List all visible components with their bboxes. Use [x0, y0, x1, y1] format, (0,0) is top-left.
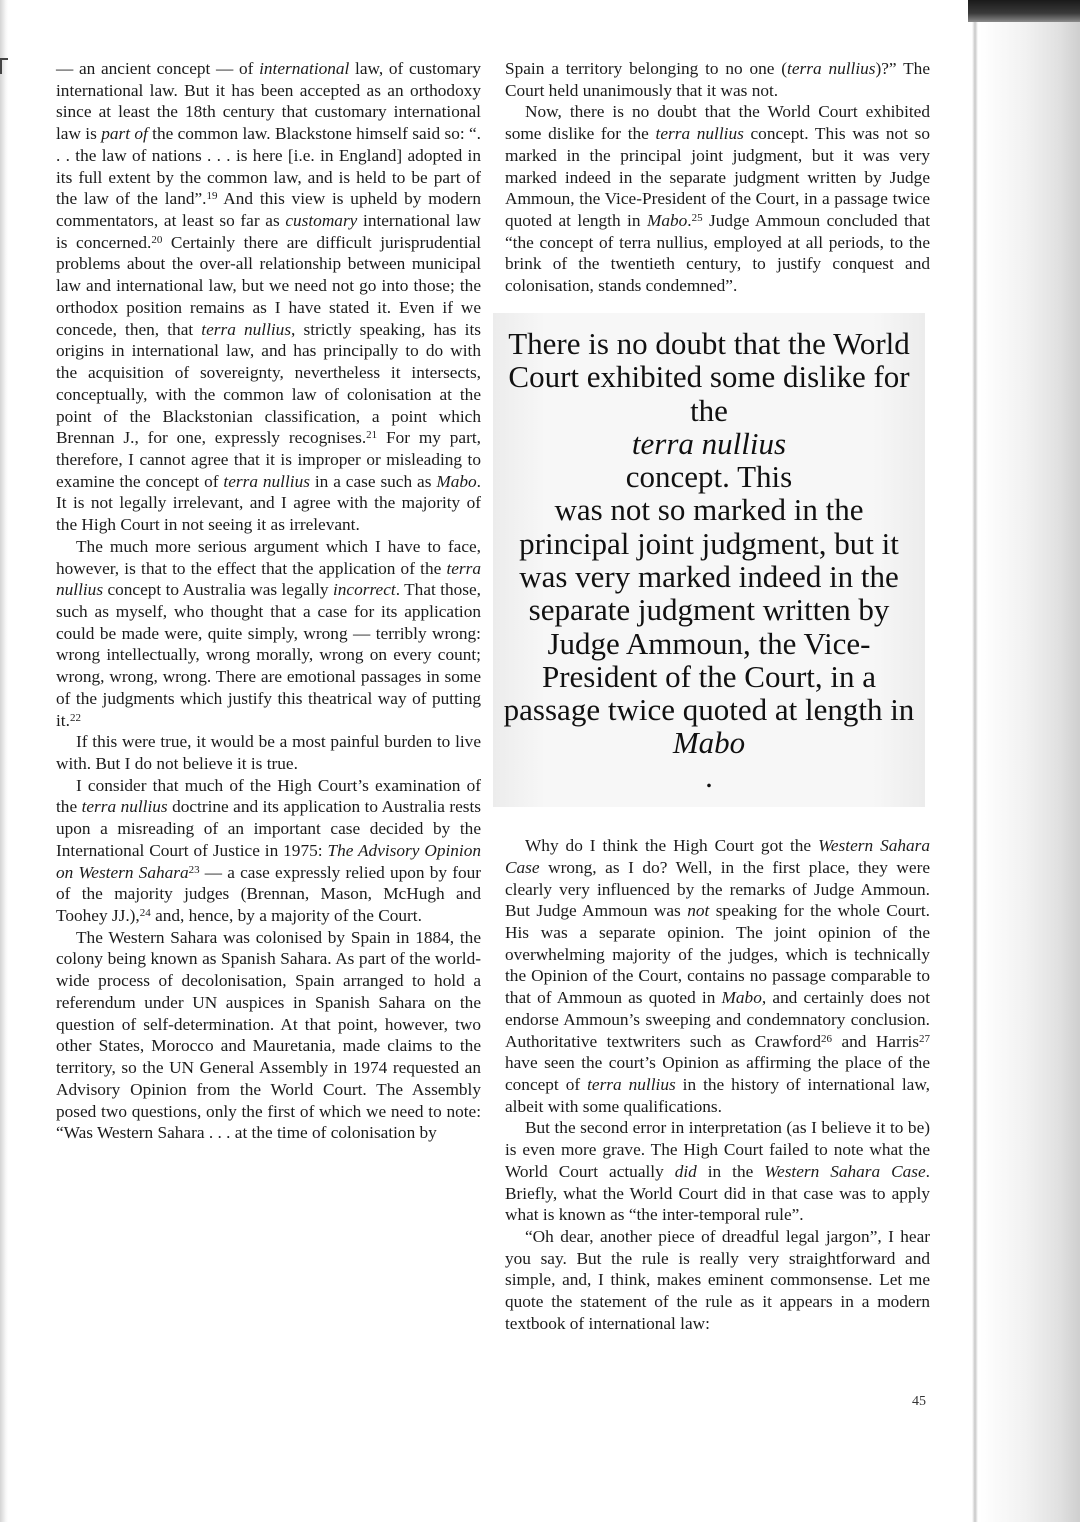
pull-quote-line: was very marked indeed in the: [519, 558, 899, 594]
pull-quote-line: passage twice quoted at length in: [503, 692, 915, 728]
pull-quote-line: Court exhibited some dislike for: [508, 359, 910, 395]
footnote-ref-27: 27: [919, 1032, 931, 1045]
left-paragraph-2: The much more serious argument which I have to face, however, is that to the effect that the application of the terra nullius concept to Australia was legally incorrect. That those, such as myself, who thought that a case for its application could be made were, quite simply, wrong — terribly wrong: wrong intellectually, wrong morally, wrong on every count; wrong, wrong, wrong. There are emotional passages in some of the judgments which justify this theatrical way of putting it.$^{22}$: [56, 536, 481, 730]
pull-quote-line: Mabo .: [672, 725, 746, 794]
scan-corner-bar: [968, 0, 1080, 22]
page-number: 45: [912, 1394, 926, 1409]
right-paragraph-4: But the second error in interpretation (as I believe it to be) is even more grave. The High Court failed to note what the World Court actually did in the Western Sahara Case. Briefly, what the World Court did in that case was to apply what is known as “the inter-temporal rule”.: [505, 1118, 930, 1225]
right-paragraph-2: Now, there is no doubt that the World Court exhibited some dislike for the terra nullius concept. This was not so marked in the principal joint judgment, but it was very marked indeed in the separate judgment written by Judge Ammoun, the Vice-President of the Court, in a passage twice quoted at length in Mabo.$^{25}$ Judge Ammoun concluded that “the concept of terra nullius, employed at all periods, to the brink of the twentieth century, to justify conquest and colonisation, stands condemned”.: [505, 102, 930, 296]
right-paragraph-5: “Oh dear, another piece of dreadful legal jargon”, I hear you say. But the rule is really very straightforward and simple, and, I think, makes eminent commonsense. Let me quote the statement of the rule as it appears in a modern textbook of international law:: [505, 1227, 930, 1333]
binding-shadow: [972, 0, 978, 1522]
footnote-ref-26: 26: [821, 1032, 833, 1045]
pull-quote-line: separate judgment written by: [528, 592, 890, 628]
right-column: [505, 58, 930, 1335]
page-left-edge: [0, 0, 8, 1522]
pull-quote-line: principal joint judgment, but it: [519, 525, 899, 561]
page-right-edge-shadow: [980, 0, 1080, 1522]
left-paragraph-3: If this were true, it would be a most painful burden to live with. But I do not believe it is true.: [56, 732, 481, 773]
left-paragraph-1: — an ancient concept — of international law, of customary international law. But it has been accepted as an orthodoxy since at least the 18th century that customary international law is part of the common law. Blackstone himself said so: “. . . the law of nations . . . is here [i.e. in England] adopted in its full extent by the common law, and is held to be part of the law of the land”.$^{19}$ And this view is upheld by modern commentators, at least so far as customary international law is concerned.$^{20}$ Certainly there are difficult jurisprudential problems about the over-all relationship between municipal law and international law, but we need not go into those; the orthodox position remains as I have stated it. Even if we concede, then, that terra nullius, strictly speaking, has its origins in international law, and has principally to do with the acquisition of sovereignty, nevertheless it intersects, conceptually, with the common law of colonisation at the point of the Blackstonian classification, a point which Brennan J., for one, expressly recognises.$^{21}$ For my part, therefore, I cannot agree that it is improper or misleading to examine the concept of terra nullius in a case such as Mabo. It is not legally irrelevant, and I agree with the majority of the High Court in not seeing it as irrelevant.: [56, 59, 481, 535]
footnote-ref-22: 22: [69, 711, 81, 724]
left-paragraph-5: The Western Sahara was colonised by Spain in 1884, the colony being known as Spanish Sahara. As part of the world-wide process of decolonisation, Spain arranged to hold a referendum under UN auspices in Spanish Sahara on the question of self-determination. At that point, however, two other States, Morocco and Mauretania, made claims to the territory, so the UN General Assembly in 1974 requested an Advisory Opinion from the World Court. The Assembly posed two questions, only the first of which we need to note: “Was Western Sahara . . . at the time of colonisation by: [56, 927, 481, 1143]
footnote-ref-19: 19: [206, 190, 218, 203]
pull-quote-line: President of the Court, in a: [541, 658, 877, 694]
left-paragraph-4: I consider that much of the High Court’s examination of the terra nullius doctrine and its application to Australia rests upon a misreading of an important case decided by the International Court of Justice in 1975: The Advisory Opinion on Western Sahara$^{23}$ — a case expressly relied upon by four of the majority judges (Brennan, Mason, McHugh and Toohey JJ.),$^{24}$ and, hence, by a majority of the Court.: [56, 775, 482, 926]
pull-quote-line: was not so marked in the: [554, 492, 864, 528]
footnote-ref-24: 24: [139, 907, 151, 920]
crop-mark: [0, 58, 8, 74]
footnote-ref-23: 23: [188, 863, 200, 876]
pull-quote-line: the terra nullius concept. This: [625, 392, 793, 495]
pull-quote-line: There is no doubt that the World: [508, 325, 910, 361]
pull-quote: [493, 313, 925, 807]
pull-quote-line: Judge Ammoun, the Vice-: [547, 625, 871, 661]
footnote-ref-25: 25: [691, 212, 703, 225]
left-column: [56, 58, 481, 1144]
footnote-ref-20: 20: [151, 233, 163, 246]
right-paragraph-1: Spain a territory belonging to no one (terra nullius)?” The Court held unanimously that it was not.: [505, 59, 930, 100]
right-paragraph-3: Why do I think the High Court got the Western Sahara Case wrong, as I do? Well, in the first place, they were clearly very influenced by the remarks of Judge Ammoun. But Judge Ammoun was not speaking for the whole Court. His was a separate opinion. The joint opinion of the overwhelming majority of the judges, which is technically the Opinion of the Court, contains no passage comparable to that of Ammoun as quoted in Mabo, and certainly does not endorse Ammoun’s sweeping and condemnatory conclusion. Authoritative textwriters such as Crawford$^{26}$ and Harris$^{27}$ have seen the court’s Opinion as affirming the place of the concept of terra nullius in the history of international law, albeit with some qualifications.: [505, 836, 931, 1116]
footnote-ref-21: 21: [366, 429, 378, 442]
